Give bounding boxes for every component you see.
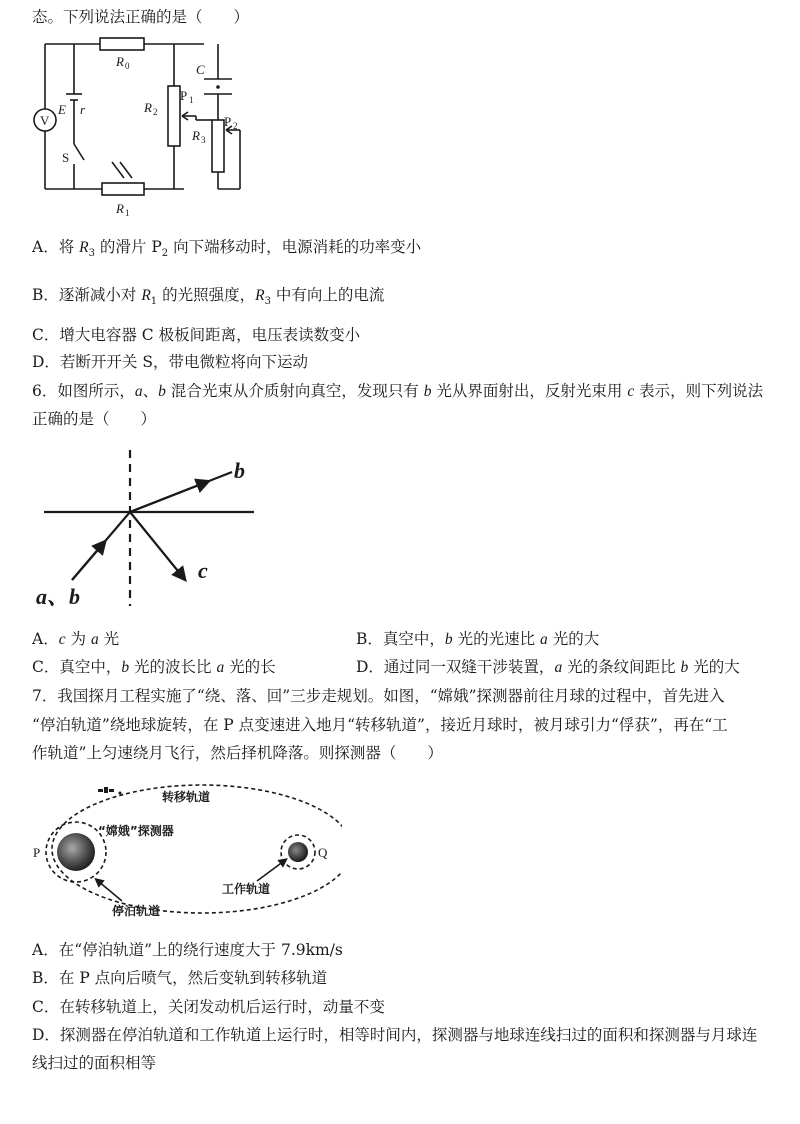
- q6-refraction-diagram: [32, 444, 272, 614]
- point-q-label: Q: [318, 845, 328, 860]
- q6-option-d: D．通过同一双缝干涉装置，a 光的条纹间距比 b 光的大: [356, 658, 740, 676]
- q5-stem-tail: 态。下列说法正确的是（ ）: [32, 8, 250, 26]
- q7-option-d-line1: D．探测器在停泊轨道和工作轨道上运行时，相等时间内，探测器与地球连线扫过的面积和探测器与月球连: [32, 1026, 758, 1044]
- capacitor-label: C: [196, 62, 205, 77]
- svg-text:0: 0: [125, 61, 130, 71]
- svg-text:2: 2: [233, 121, 238, 131]
- q7-option-c: C．在转移轨道上，关闭发动机后运行时，动量不变: [32, 998, 385, 1016]
- q5-option-a: A．将 $R_3$ 的滑片 $P_2$ 向下端移动时，电源消耗的功率变小: [32, 238, 422, 260]
- q7-option-d-line2: 线扫过的面积相等: [32, 1054, 157, 1072]
- q5-option-b: B．逐渐减小对 $R_1$ 的光照强度，$R_3$ 中有向上的电流: [32, 286, 385, 308]
- ray-b-label: b: [234, 458, 245, 483]
- q7-stem-line1: 7．我国探月工程实施了“绕、落、回”三步走规划。如图，“嫦娥”探测器前往月球的过程中，首先进入: [32, 687, 725, 705]
- r0-label: R: [116, 54, 124, 69]
- q6-option-a: A．c 为 a 光: [32, 630, 120, 648]
- q7-orbit-diagram: [32, 775, 342, 925]
- point-p-label: P: [33, 845, 41, 860]
- parking-orbit-label: 停泊轨道: [112, 904, 161, 918]
- q5-circuit-diagram: [32, 34, 272, 224]
- p2-label: P: [224, 114, 232, 129]
- working-orbit-label: 工作轨道: [222, 882, 271, 896]
- q6-option-c: C．真空中，b 光的波长比 a 光的长: [32, 658, 276, 676]
- q6-option-b: B．真空中，b 光的光速比 a 光的大: [356, 630, 600, 648]
- svg-text:3: 3: [201, 135, 206, 145]
- svg-text:1: 1: [189, 95, 194, 105]
- q7-option-a: A．在“停泊轨道”上的绕行速度大于 7.9km/s: [32, 941, 343, 959]
- ray-c-label: c: [198, 558, 208, 583]
- switch-label: S: [62, 150, 70, 165]
- svg-text:2: 2: [153, 107, 158, 117]
- r1-label: R: [116, 201, 124, 216]
- ray-ab-label: a、b: [36, 584, 81, 609]
- svg-text:1: 1: [125, 208, 130, 218]
- probe-label: “嫦娥”探测器: [98, 824, 174, 838]
- q7-stem-line2: “停泊轨道”绕地球旋转，在 P 点变速进入地月“转移轨道”，接近月球时，被月球引力“俘获”，再在“工: [32, 716, 728, 734]
- p1-label: P: [180, 88, 188, 103]
- q6-stem-line1: 6．如图所示，a、b 混合光束从介质射向真空，发现只有 b 光从界面射出，反射光束用 c 表示，则下列说法: [32, 382, 764, 400]
- probe-icon: [98, 787, 122, 795]
- q7-option-b: B．在 P 点向后喷气，然后变轨到转移轨道: [32, 969, 328, 987]
- emf-label: E: [58, 102, 66, 117]
- q5-option-c: C．增大电容器 C 极板间距离，电压表读数变小: [32, 326, 361, 344]
- internal-resistance-label: r: [80, 102, 86, 117]
- transfer-orbit-label: 转移轨道: [162, 790, 211, 804]
- r3-label: R: [192, 128, 200, 143]
- voltmeter-label: V: [40, 113, 50, 128]
- r2-label: R: [144, 100, 152, 115]
- q5-option-d: D．若断开开关 S，带电微粒将向下运动: [32, 353, 308, 371]
- q6-stem-line2: 正确的是（ ）: [32, 410, 157, 428]
- q7-stem-line3: 作轨道”上匀速绕月飞行，然后择机降落。则探测器（ ）: [32, 744, 443, 762]
